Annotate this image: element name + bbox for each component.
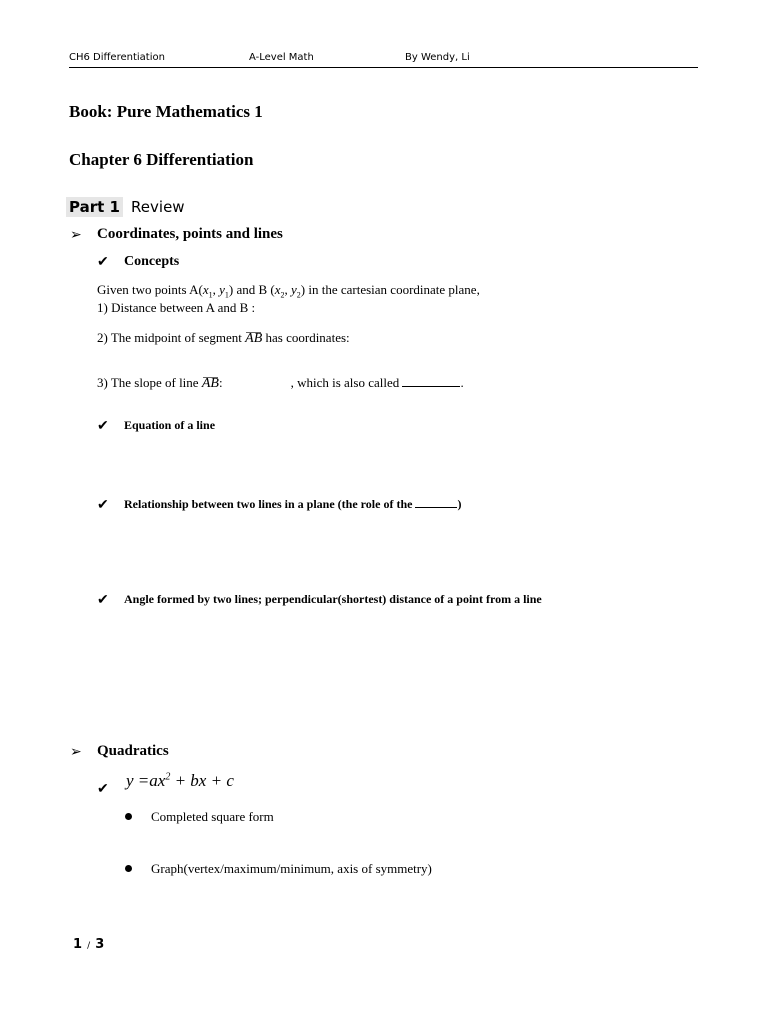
graph-item: Graph(vertex/maximum/minimum, axis of symmetry)	[151, 861, 432, 876]
check-icon: ✔	[97, 255, 109, 270]
section1-title: Coordinates, points and lines	[97, 226, 283, 242]
completed-square-item: Completed square form	[151, 809, 274, 824]
slope-line: 3) The slope of line AB: , which is also called .	[97, 375, 464, 391]
equation-of-line-heading: Equation of a line	[124, 418, 216, 432]
header-chapter: CH6 Differentiation	[69, 52, 165, 63]
segment-ab: AB	[245, 331, 263, 346]
check-icon: ✔	[97, 419, 109, 434]
page-number: 1 / 3	[73, 937, 105, 952]
part-heading	[66, 197, 185, 216]
concepts-title: Concepts	[124, 254, 180, 269]
slope-name-blank	[402, 386, 460, 387]
part-title: Review	[131, 198, 185, 216]
section2-title: Quadratics	[97, 743, 169, 759]
section-arrow-icon: ➢	[70, 745, 82, 760]
section-arrow-icon: ➢	[70, 228, 82, 243]
check-icon: ✔	[97, 498, 109, 513]
midpoint-line: 2) The midpoint of segment AB has coordinates:	[97, 330, 350, 346]
book-title: Book: Pure Mathematics 1	[69, 102, 263, 121]
angle-heading: Angle formed by two lines; perpendicular(shortest) distance of a point from a line	[124, 592, 542, 606]
given-points-text: Given two points $A(x_1$, $y_1$) and B ($x_2$, $y_2$) in the cartesian coordinate plane,	[97, 282, 480, 300]
part-tag: Part 1	[66, 197, 123, 217]
header-subject: A-Level Math	[249, 52, 314, 63]
quadratic-formula: $y =ax^2$ + bx + c	[126, 771, 234, 790]
role-blank	[415, 507, 457, 508]
check-icon: ✔	[97, 593, 109, 608]
check-icon: ✔	[97, 782, 109, 797]
line-ab: AB	[201, 376, 219, 391]
bullet-icon	[125, 813, 132, 820]
bullet-icon	[125, 865, 132, 872]
chapter-title: Chapter 6 Differentiation	[69, 150, 254, 169]
relationship-heading: Relationship between two lines in a plane (the role of the )	[124, 497, 462, 511]
header-rule	[69, 67, 698, 68]
header-author: By Wendy, Li	[405, 52, 470, 63]
distance-line: 1) Distance between A and B :	[97, 300, 256, 315]
